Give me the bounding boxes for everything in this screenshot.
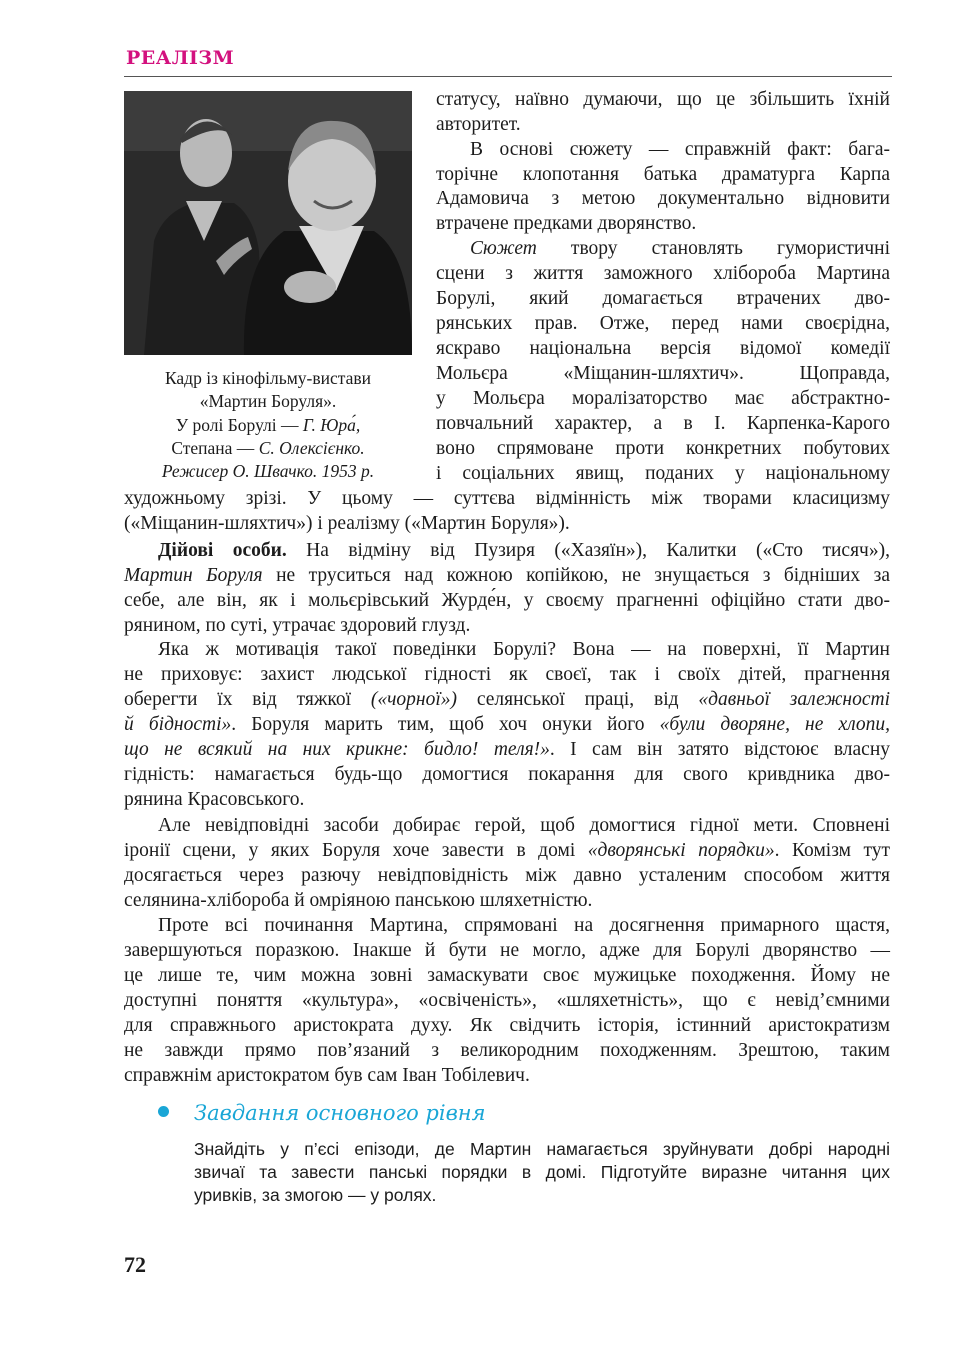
text-line: повчальний характер, а в І. Карпенка-Карого: [436, 413, 890, 434]
text-span: . Комізм тут: [774, 840, 890, 861]
text-line: [158, 539, 890, 564]
text-line: рянських прав. Отже, перед нами своєрідна,: [436, 313, 890, 334]
text-line: не приховує: захист людської гідності як своєї, так і своїх дітей, прагнення: [124, 664, 890, 685]
task-text-line: Знайдіть у п’єсі епізоди, де Мартин намагається зруйнувати добрі народні: [194, 1139, 890, 1159]
caption-text: Степана —: [171, 437, 259, 458]
text-line: [124, 713, 890, 738]
text-line: не завжди прямо пов’язаний з великородним походженням. Зрештою, таким: [124, 1040, 890, 1061]
text-line: Борулі, який домагається втрачених дво-: [436, 288, 890, 309]
quote-italic: «були дворяне, не хлопи,: [659, 714, 890, 735]
text-span: На відміну від Пузиря («Хазяїн»), Калитки («Сто тисяч»),: [286, 540, 890, 561]
text-line: художньому зрізі. У цьому — суттєва відмінність між творами класицизму: [124, 488, 890, 509]
text-span: не труситься над кожною копійкою, не знущається з бідніших за: [262, 565, 890, 586]
quote-italic: що не всякий на них крикне: бидло! теля!»: [124, 739, 550, 760]
text-line: Мольєра «Міщанин-шляхтич». Щоправда,: [436, 363, 890, 384]
caption-actor: Г. Юра́,: [302, 414, 361, 435]
text-line: втрачене предками дворянство.: [436, 213, 697, 234]
text-line: («Міщанин-шляхтич») і реалізму («Мартин Боруля»).: [124, 513, 570, 534]
text-span: . Боруля марить тим, щоб хоч онуки його: [231, 714, 660, 735]
quote-italic: «давньої залежності: [698, 689, 891, 710]
text-span: іронії сцени, у яких Боруля хоче завести в домі: [124, 840, 588, 861]
text-line: [124, 738, 890, 763]
character-name: Мартин Боруля: [124, 565, 263, 586]
text-line: [124, 564, 890, 589]
caption-line: «Мартин Боруля».: [199, 391, 337, 412]
quote-italic: («чорної»): [370, 689, 458, 710]
header-divider: [124, 76, 892, 77]
task-text-line: уривків, за змогою — у ролях.: [194, 1185, 437, 1205]
text-line: справжнім аристократом був сам Іван Тобілевич.: [124, 1065, 530, 1086]
text-line: яскраво національна версія відомої комедії: [436, 338, 890, 359]
text-line: воно спрямоване проти конкретних побутових: [436, 438, 890, 459]
caption-line: [124, 414, 412, 437]
caption-line: Кадр із кінофільму-вистави: [164, 368, 372, 388]
text-line: В основі сюжету — справжній факт: бага-: [470, 139, 890, 160]
text-span: . І сам він затято відстоює власну: [549, 739, 891, 760]
caption-text: У ролі Борулі —: [175, 414, 303, 435]
text-span: селянської праці, від: [457, 689, 699, 710]
text-line: [124, 688, 890, 713]
text-line: [470, 237, 890, 262]
task-text-line: звичаї та завести панські порядки в домі. Підготуйте виразне читання цих: [194, 1162, 890, 1182]
text-line: досягається через разючу невідповідність між давно усталеним способом життя: [124, 865, 890, 886]
text-line: сцени з життя заможного хлібороба Мартина: [436, 263, 890, 284]
page-number: 72: [124, 1252, 146, 1277]
text-span: оберегти їх від тяжкої: [124, 689, 371, 710]
caption-line: Режисер О. Швачко. 1953 р.: [161, 461, 375, 482]
text-line: селянина-хлібороба й омріяною панською шляхетністю.: [124, 890, 593, 911]
text-line: Адамовича з метою документально відновити: [436, 188, 890, 209]
text-line: Яка ж мотивація такої поведінки Борулі? Вона — на поверхні, її Мартин: [158, 639, 890, 660]
film-still-photo: [124, 91, 412, 355]
text-line: Проте всі починання Мартина, спрямовані на досягнення примарного щастя,: [158, 915, 890, 936]
text-line: для справжнього аристократа духу. Як свідчить історія, істинний аристократизм: [124, 1015, 890, 1036]
film-still-illustration: [124, 91, 412, 355]
text-line: гідність: намагається будь-що домогтися покарання для свого кривдника дво-: [124, 764, 890, 785]
text-line: завершуються поразкою. Інакше й бути не могло, адже для Борулі дворянство —: [124, 940, 890, 961]
text-line: доступні поняття «культура», «освіченість», «шляхетність», що є невід’ємними: [124, 990, 890, 1011]
text-span: твору становлять гумористичні: [536, 238, 890, 259]
section-title: РЕАЛІЗМ: [126, 47, 235, 69]
term-italic: Сюжет: [470, 238, 537, 259]
text-line: себе, але він, як і мольєрівський Журде́н, у своєму прагненні офіційно стати дво-: [124, 590, 890, 611]
text-line: і соціальних явищ, поданих у національному: [436, 463, 890, 484]
task-heading: Завдання основного рівня: [194, 1101, 486, 1125]
task-bullet-icon: [158, 1106, 169, 1117]
text-line: рянина Красовського.: [124, 789, 305, 810]
text-line: Але невідповідні засоби добирає герой, щоб домогтися гідної мети. Сповнені: [158, 815, 890, 836]
quote-italic: «дворянські порядки»: [587, 840, 775, 861]
caption-actor: С. Олексієнко.: [258, 437, 365, 458]
text-line: це лише те, чим можна зовні замаскувати своє мужицьке походження. Йому не: [124, 965, 890, 986]
text-line: статусу, наївно думаючи, що це збільшить їхній: [436, 89, 890, 110]
photo-caption: [124, 367, 412, 483]
text-line: торічне клопотання батька драматурга Карпа: [436, 164, 890, 185]
caption-line: [124, 437, 412, 460]
text-line: [124, 839, 890, 864]
quote-italic: й бідності»: [124, 714, 232, 735]
text-line: у Мольєра моралізаторство має абстрактно-: [436, 388, 890, 409]
text-line: рянином, по суті, утрачає здоровий глузд.: [124, 615, 471, 636]
text-line: авторитет.: [436, 114, 521, 135]
paragraph-lead-bold: Дійові особи.: [158, 540, 287, 561]
